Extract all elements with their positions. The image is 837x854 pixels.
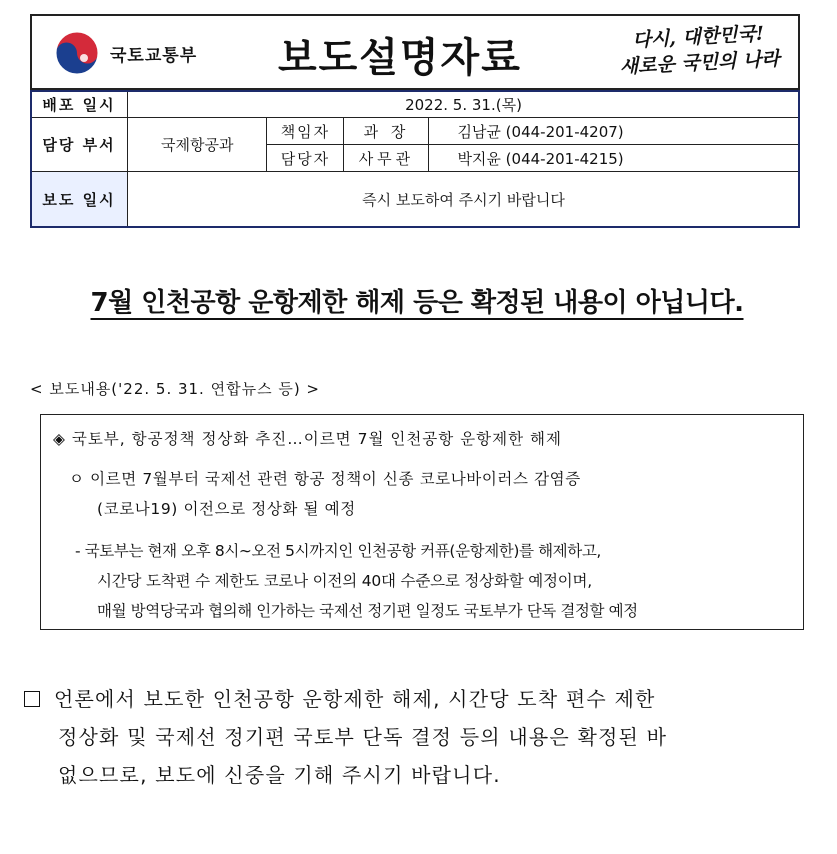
staff-role: 사무관: [344, 145, 429, 172]
statement-text-1: 언론에서 보도한 인천공항 운항제한 해제, 시간당 도착 편수 제한: [54, 687, 656, 711]
responsible-role: 과 장: [344, 118, 429, 145]
ministry-logo: [54, 30, 197, 76]
report-line-1: ◈ 국토부, 항공정책 정상화 추진…이르면 7월 인천공항 운항제한 해제: [53, 430, 562, 448]
department-name: 국제항공과: [128, 118, 267, 172]
release-row: [31, 172, 800, 227]
distribution-row: [31, 91, 800, 118]
report-line-2: ㅇ 이르면 7월부터 국제선 관련 항공 정책이 신종 코로나바이러스 감염증: [69, 470, 581, 488]
ministry-name: 국토교통부: [110, 45, 198, 66]
statement-line-2: 정상화 및 국제선 정기편 국토부 단독 결정 등의 내용은 확정된 바: [58, 725, 668, 749]
release-label: 보도 일시: [31, 172, 128, 227]
checkbox-icon: [24, 691, 40, 707]
distribution-date: 2022. 5. 31.(목): [128, 91, 800, 118]
report-line-4: - 국토부는 현재 오후 8시∼오전 5시까지인 인천공항 커퓨(운항제한)를 해제하고,: [75, 542, 601, 560]
slogan-line-1: 다시, 대한민국!: [631, 22, 765, 52]
government-slogan: [613, 20, 785, 81]
distribution-label: 배포 일시: [31, 91, 128, 118]
responsible-row: [31, 118, 800, 145]
report-line-5: 시간당 도착편 수 제한도 코로나 이전의 40대 수준으로 정상화할 예정이며,: [97, 572, 593, 590]
responsible-label: 책임자: [267, 118, 344, 145]
report-line-3: (코로나19) 이전으로 정상화 될 예정: [97, 500, 356, 518]
release-text: 즉시 보도하여 주시기 바랍니다: [128, 172, 800, 227]
reported-content-box: [40, 414, 804, 630]
document-type-title: 보도설명자료: [278, 35, 522, 81]
info-table: [30, 90, 800, 227]
ministry-statement: [24, 680, 814, 794]
statement-line-1: [24, 680, 814, 718]
department-label: 담당 부서: [31, 118, 128, 172]
report-line-6: 매월 방역당국과 협의해 인가하는 국제선 정기편 일정도 국토부가 단독 결정할 예정: [97, 602, 638, 620]
header-box: [30, 14, 800, 90]
report-source: < 보도내용('22. 5. 31. 연합뉴스 등) >: [30, 380, 321, 398]
slogan-line-2: 새로운 국민의 나라: [619, 47, 781, 79]
responsible-contact: 김남균 (044-201-4207): [429, 118, 800, 145]
staff-label: 담당자: [267, 145, 344, 172]
staff-contact: 박지윤 (044-201-4215): [429, 145, 800, 172]
headline: 7월 인천공항 운항제한 해제 등은 확정된 내용이 아닙니다.: [90, 288, 744, 318]
statement-line-3: 없으므로, 보도에 신중을 기해 주시기 바랍니다.: [58, 763, 501, 787]
taegeuk-logo-icon: [54, 30, 100, 76]
